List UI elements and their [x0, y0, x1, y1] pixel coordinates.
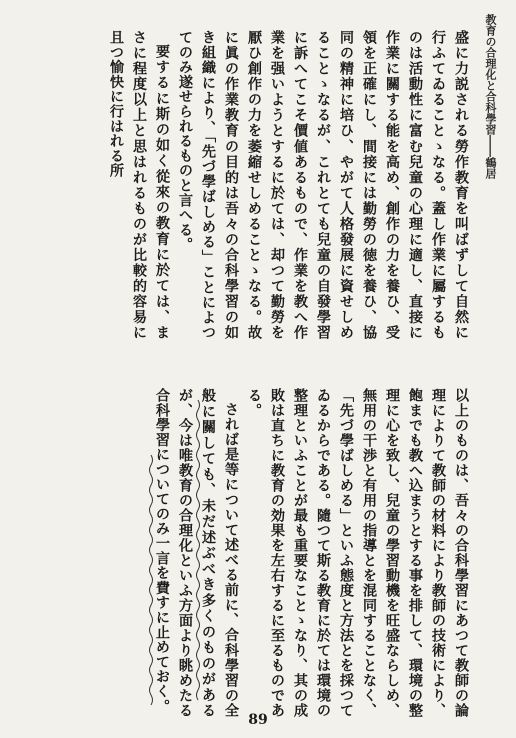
upper-paragraph-1: 盛に力説される勞作教育を叫ばずして自然に行ふてゐることゝなる。蓋し作業に屬するものは活動性に富む兒童の心理に適し、直接に作業に關する能を高め、創作の力を養ひ、受領を正確にし、間接には勤勞の徳を養ひ、協同の精神に培ひ、やがて人格發展に資せしめることゝなるが、これとても兒童の自發學習に訴へてこそ價値あるもので、作業を教へ作業を强いようとするに於ては、却つて勤勞を厭ひ創作の力を萎縮せしめることゝなる。故に眞の作業教育の目的は吾々の合科學習の如き組織により、「先づ學ばしめる」ことによつてのみ遂せられるものと言へる。: [177, 30, 469, 340]
lower-text-block: [44, 388, 472, 718]
lower-paragraph-1: 以上のものは、吾々の合科學習にあつて教師の論理によりて教師の材料により教師の技術により、飽までも教へ込まうとする事を排して、環境の整理に心を致し、兒童の學習動機を旺盛ならしめ、無用の干渉と有用の指導とを混同することなく、「先づ學ばしめる」といふ態度と方法とを採つてゐるからである。隨つて斯る教育に於ては環境の整理といふことが最も重要なことゝなり、其の成敗は直ちに教育の効果を左右するに至るものである。: [246, 388, 469, 718]
lower-paragraph-2: されば是等について述べる前に、合科學習の全般に關しても、未だ述ぶべき多くのものがあるが、今は唯教育の合理化といふ方面より眺めたる合科學習についてのみ一言を費すに止めておく。: [154, 388, 239, 718]
upper-paragraph-2: 要するに斯の如く從來の教育に於ては、まさに程度以上と思はれるものが比較的容易に且つ愉快に行はれる所: [108, 30, 170, 340]
running-header: 教育の合理化と合科學習――鶴居: [484, 14, 497, 179]
upper-text-block: [44, 30, 472, 340]
page-number: 89: [248, 712, 268, 728]
